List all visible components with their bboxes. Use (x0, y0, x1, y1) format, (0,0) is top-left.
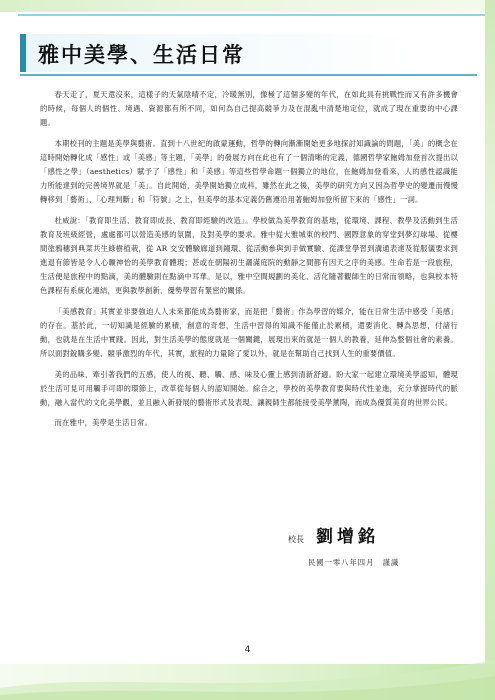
signature-role: 校長 (288, 535, 304, 544)
top-decorative-band (0, 0, 495, 12)
signature-date: 民國一零八年四月 謹識 (308, 558, 400, 567)
right-decorative-band (485, 0, 495, 700)
paragraph: 「美感教育」其實並非要強迫人人未來都能成為藝術家，而是把「藝術」作為學習的媒介，能在日常生活中感受「美感」的存在。基於此，一切知識是經驗的累積，創意的奇想，生活中習得的知識不能僅止於累積，還要消化、轉為思想，付諸行動，也就是在生活中實踐。因此，對生活美學的態度就是一個關鍵，展現出來的就是一個人的教養，延伸為整個社會的素養。所以面對銳購多變、競爭激烈的年代，其實，旅程的力量除了愛以外，就是在幫助自己找到人生的重要價值。 (40, 306, 458, 359)
top-rule (18, 14, 488, 16)
title-box (20, 34, 483, 72)
title-underline (20, 74, 477, 76)
page-title: 雅中美學、生活日常 (38, 43, 245, 67)
paragraph: 美的品味，牽引著我們的五感，使人的視、聽、觸、感、味及心靈上感到清新舒適。盼大家一起建立環境美學認知，體現於生活可見可用觸手可即的環節上，改革從每個人的認知開始。綜合之，學校的美學教育要與時代性並進，充分掌握時代的脈動，融入當代的文化美學觀，並且融入新發展的藝術形式及表現，讓親師生都能接受美學薰陶，而成為優質美育的世界公民。 (40, 369, 458, 407)
paragraph: 春天走了，夏天還沒來，這樣子的天氣陰晴不定，冷暖無別，像極了這個多變的年代，在如此具有挑戰性而又有許多機會的時候，每個人的個性、境遇、資源都有所不同，如何為自己提高競爭力及在混亂中清楚地定位，就成了現在重要的中心課題。 (40, 90, 458, 128)
paragraph: 杜威說：「教育即生活、教育即成長、教育即經驗的改造」。學校做為美學教育的基地，從環境、課程、教學及活動到生活教育及班級經營，處處都可以營造美感的氛圍，及對美學的要求。雅中從大雅城東的校門、國際意象的穿堂到夢幻球場、從樓間塗鴉穗到典菜共生綠樹植栽，從 AR 交安體驗廊道到鐘環、從活動參與到手做實驗、從課堂學習到溝通表達及從服儀要求到進退有節皆是令人心曠神怡的美學教育體現；甚或在朝陽初生灑滿庭院的動靜之間都有因天之序的美感。生命若是一段旅程，生活便是旅程中的點滴，美的體驗則在點滴中耳華。是以，雅中空間規劃的美化、活化隨著觀師生的日常而領略，也與校本特色課程有系統化連結，更與教學創新、優勢學習有緊密的關係。 (40, 215, 458, 296)
paragraph: 而在雅中，美學是生活日常。 (54, 418, 153, 428)
page-number: 4 (244, 645, 251, 655)
signature-name: 劉增銘 (316, 527, 379, 547)
article-body (40, 88, 458, 437)
paragraph: 本期校刊的主題是美學與藝術。直到十八世紀的啟蒙運動，哲學的轉向漸漸開始更多地探討知識論的問題，「美」的概念在這時開始轉化成「感性」或「美感」等主題，「美學」的發展方向在此也有了一個清晰的定義，德國哲學家鮑姆加登首次提出以「感性之學」（aesthetics）賦予了「感性」和「美感」等這些哲學命題一個獨立的地位，在鮑姆加登看來，人的感性認識能力所能達到的完善境界就是「美」。自此開始，美學開始獨立成科，雖然在此之後，美學的研究方向又因為哲學史的變遷而慢慢轉移到「藝術」、「心理判斷」和「符號」之上，但美學的基本定義仍舊遵沿用著鮑姆加登所留下來的「感性」一詞。 (40, 138, 458, 205)
